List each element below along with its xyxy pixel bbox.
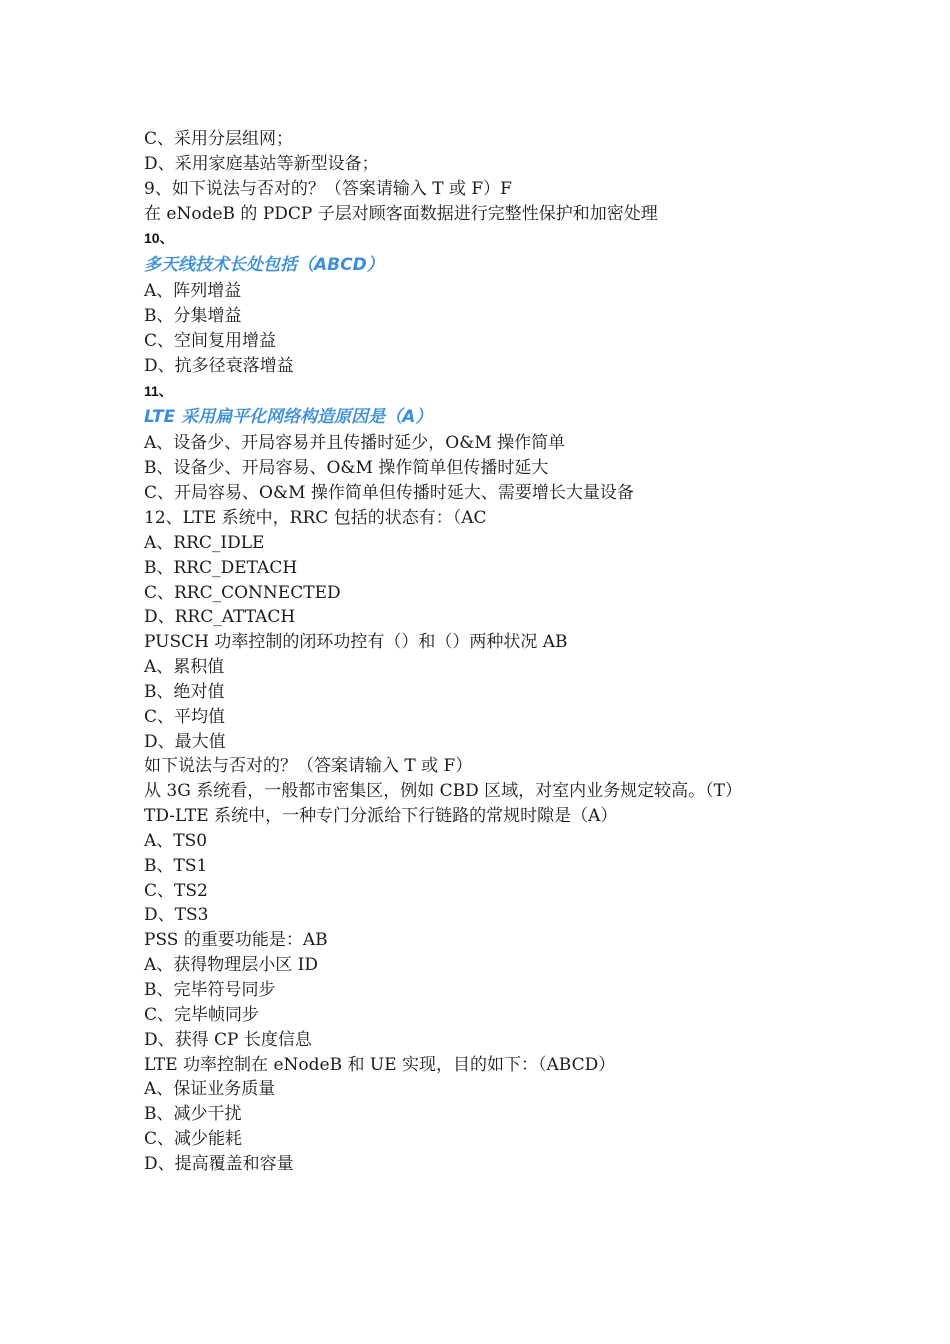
text-line: D、采用家庭基站等新型设备；: [144, 153, 379, 174]
option-line: A、RRC_IDLE: [144, 532, 265, 553]
option-line: D、TS3: [144, 905, 209, 926]
option-line: B、TS1: [144, 855, 208, 876]
question-line: PUSCH 功率控制的闭环功控有（）和（）两种状况 AB: [144, 632, 568, 653]
option-line: B、分集增益: [144, 306, 242, 327]
question-12: 12、LTE 系统中，RRC 包括的状态有：（AC: [144, 507, 487, 528]
option-line: C、减少能耗: [144, 1129, 243, 1150]
statement-line: 从 3G 系统看，一般都市密集区，例如 CBD 区域，对室内业务规定较高。（T）: [144, 781, 742, 802]
option-line: C、平均值: [144, 706, 226, 727]
option-line: B、设备少、开局容易、O&M 操作简单但传播时延大: [144, 458, 549, 479]
option-line: D、最大值: [144, 731, 226, 752]
option-line: D、获得 CP 长度信息: [144, 1029, 312, 1050]
option-line: A、TS0: [144, 830, 208, 851]
question-line: PSS 的重要功能是：AB: [144, 930, 328, 951]
question-line: LTE 功率控制在 eNodeB 和 UE 实现，目的如下：（ABCD）: [144, 1054, 616, 1075]
question-line: 如下说法与否对的？（答案请输入 T 或 F）: [144, 756, 473, 777]
option-line: B、RRC_DETACH: [144, 557, 298, 578]
option-line: A、阵列增益: [144, 281, 242, 302]
option-line: D、抗多径衰落增益: [144, 355, 294, 376]
question-heading-11: LTE 采用扁平化网络构造原因是（A）: [144, 407, 433, 428]
document-body: [144, 127, 844, 1177]
text-line: 在 eNodeB 的 PDCP 子层对顾客面数据进行完整性保护和加密处理: [144, 203, 658, 224]
option-line: A、获得物理层小区 ID: [144, 955, 319, 976]
question-9: 9、如下说法与否对的？（答案请输入 T 或 F）F: [144, 178, 512, 199]
option-line: A、设备少、开局容易并且传播时延少，O&M 操作简单: [144, 433, 566, 454]
question-number-10: 10、: [144, 230, 174, 247]
text-line: C、采用分层组网；: [144, 129, 294, 149]
option-line: B、完毕符号同步: [144, 980, 276, 1000]
option-line: C、RRC_CONNECTED: [144, 582, 341, 603]
option-line: B、绝对值: [144, 681, 225, 702]
option-line: C、TS2: [144, 880, 208, 901]
option-line: C、空间复用增益: [144, 330, 277, 351]
option-line: C、完毕帧同步: [144, 1004, 260, 1025]
option-line: D、提高覆盖和容量: [144, 1153, 294, 1174]
option-line: A、保证业务质量: [144, 1079, 276, 1100]
question-line: TD-LTE 系统中，一种专门分派给下行链路的常规时隙是（A）: [144, 806, 618, 827]
option-line: C、开局容易、O&M 操作简单但传播时延大、需要增长大量设备: [144, 483, 634, 504]
option-line: B、减少干扰: [144, 1104, 242, 1125]
question-heading-10: 多天线技术长处包括（ABCD）: [144, 255, 384, 276]
option-line: A、累积值: [144, 657, 225, 678]
option-line: D、RRC_ATTACH: [144, 607, 296, 628]
question-number-11: 11、: [144, 382, 173, 399]
